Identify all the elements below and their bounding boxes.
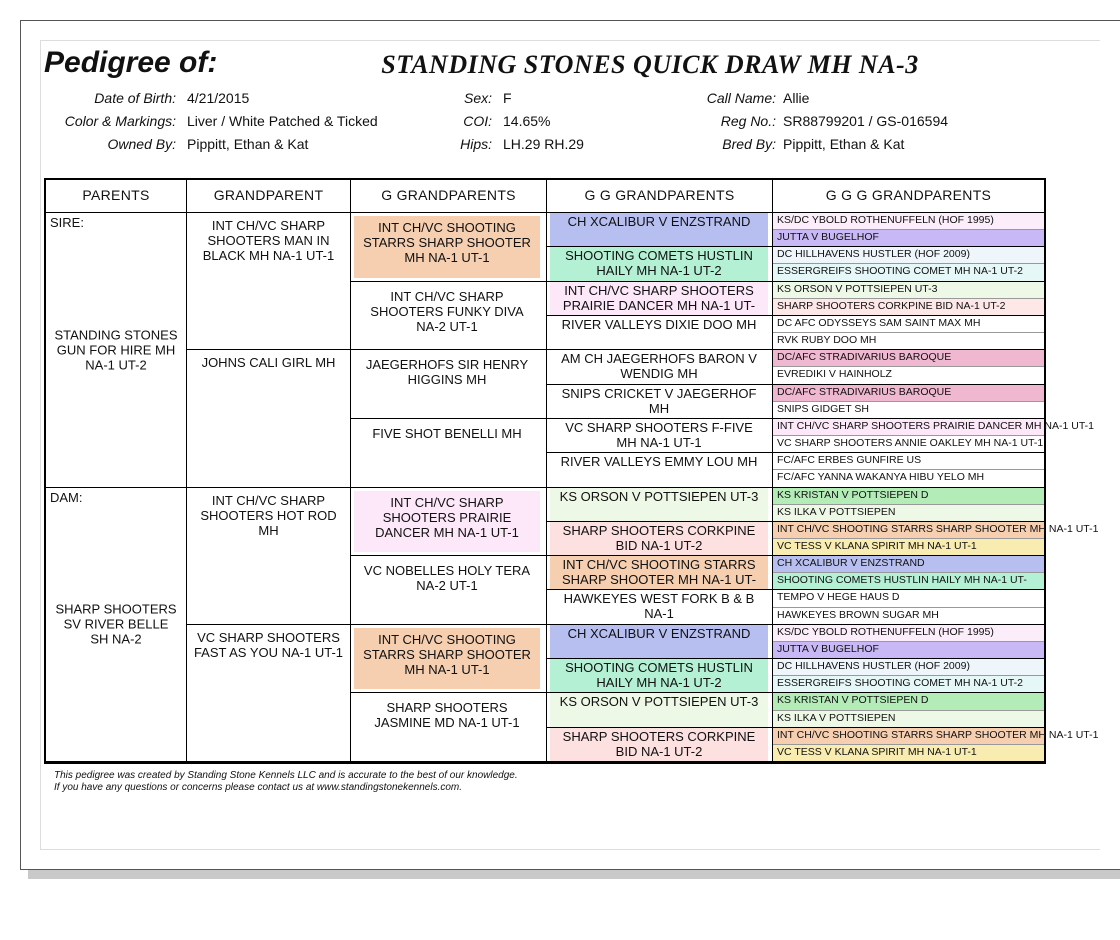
ggg-grandparent-cell xyxy=(773,659,1044,676)
g-grandparent-highlight xyxy=(354,628,540,690)
sex-value: F xyxy=(503,90,512,106)
reg-value: SR88799201 / GS-016594 xyxy=(783,113,949,129)
grandparent-name: INT CH/VC SHARP SHOOTERS HOT ROD MH xyxy=(200,492,337,538)
parent-name: SHARP SHOOTERS SV RIVER BELLE SH NA-2 xyxy=(55,601,177,647)
parent-name: STANDING STONES GUN FOR HIRE MH NA-1 UT-2 xyxy=(54,327,178,373)
color-value: Liver / White Patched & Ticked xyxy=(187,113,378,129)
ggg-grandparent-cell xyxy=(773,728,1099,745)
ggg-grandparent-name: KS KRISTAN V POTTSIEPEN D xyxy=(777,694,929,707)
ggg-grandparent-name: SNIPS GIDGET SH xyxy=(777,402,869,415)
gg-grandparent-name: CH XCALIBUR V ENZSTRAND xyxy=(567,625,751,641)
ggg-grandparent-cell xyxy=(773,230,1044,247)
gg-grandparent-name: INT CH/VC SHOOTING STARRS SHARP SHOOTER MH NA-1 UT- xyxy=(561,557,757,588)
g-grandparent-name: INT CH/VC SHARP SHOOTERS PRAIRIE DANCER MH NA-1 UT-1 xyxy=(375,494,519,540)
ggg-grandparent-cell xyxy=(773,608,1044,625)
g-grandparent-cell xyxy=(351,282,547,351)
column-header-grandparent: GRANDPARENT xyxy=(187,180,351,213)
gg-grandparent-highlight xyxy=(550,385,768,418)
gg-grandparent-highlight xyxy=(550,316,768,349)
ggg-grandparent-cell xyxy=(773,488,1044,505)
ggg-grandparent-name: FC/AFC YANNA WAKANYA HIBU YELO MH xyxy=(777,471,985,484)
ggg-grandparent-cell xyxy=(773,453,1044,470)
g-grandparent-name: JAEGERHOFS SIR HENRY HIGGINS MH xyxy=(365,357,529,388)
ggg-grandparent-name: SHOOTING COMETS HUSTLIN HAILY MH NA-1 UT- xyxy=(777,574,1027,587)
gg-grandparent-name: KS ORSON V POTTSIEPEN UT-3 xyxy=(559,694,759,710)
sex-label: Sex: xyxy=(463,90,492,106)
call-name-label: Call Name: xyxy=(706,90,776,106)
g-grandparent-name: VC NOBELLES HOLY TERA NA-2 UT-1 xyxy=(363,563,531,594)
ggg-grandparent-cell xyxy=(773,385,1044,402)
ggg-grandparent-cell xyxy=(773,316,1044,333)
ggg-grandparent-cell xyxy=(773,436,1044,453)
color-label: Color & Markings: xyxy=(64,113,176,129)
pedigree-title-label: Pedigree of: xyxy=(44,46,218,79)
bred-label: Bred By: xyxy=(722,136,776,152)
ggg-grandparent-name: JUTTA V BUGELHOF xyxy=(777,642,879,655)
g-grandparent-cell xyxy=(351,350,547,419)
call-name-value: Allie xyxy=(783,90,810,106)
gg-grandparent-cell xyxy=(547,385,773,419)
ggg-grandparent-cell xyxy=(773,573,1044,590)
dam-cell xyxy=(46,488,187,763)
gg-grandparent-cell xyxy=(547,728,773,762)
ggg-grandparent-name: TEMPO V HEGE HAUS D xyxy=(777,591,900,604)
gg-grandparent-highlight xyxy=(550,556,768,589)
g-grandparent-highlight xyxy=(354,353,540,415)
gg-grandparent-cell xyxy=(547,522,773,556)
g-grandparent-name: INT CH/VC SHOOTING STARRS SHARP SHOOTER MH NA-1 UT-1 xyxy=(363,631,531,677)
gg-grandparent-name: RIVER VALLEYS EMMY LOU MH xyxy=(560,454,758,470)
gg-grandparent-highlight xyxy=(550,625,768,658)
ggg-grandparent-name: KS KRISTAN V POTTSIEPEN D xyxy=(777,488,929,501)
gg-grandparent-cell xyxy=(547,693,773,727)
gg-grandparent-cell xyxy=(547,419,773,453)
grandparent-name: JOHNS CALI GIRL MH xyxy=(201,355,336,371)
grandparent-cell xyxy=(187,350,351,487)
footer-line-1: This pedigree was created by Standing Stone Kennels LLC and is accurate to the best of our knowledge. xyxy=(54,770,518,781)
gg-grandparent-cell xyxy=(547,350,773,384)
gg-grandparent-highlight xyxy=(550,590,768,623)
ggg-grandparent-name: DC HILLHAVENS HUSTLER (HOF 2009) xyxy=(777,248,970,261)
gg-grandparent-name: INT CH/VC SHARP SHOOTERS PRAIRIE DANCER MH NA-1 UT- xyxy=(562,282,756,313)
grandparent-cell xyxy=(187,488,351,625)
ggg-grandparent-cell xyxy=(773,556,1044,573)
g-grandparent-name: SHARP SHOOTERS JASMINE MD NA-1 UT-1 xyxy=(374,700,520,731)
g-grandparent-highlight xyxy=(354,559,540,621)
gg-grandparent-name: AM CH JAEGERHOFS BARON V WENDIG MH xyxy=(561,351,757,382)
g-grandparent-cell xyxy=(351,693,547,762)
ggg-grandparent-cell xyxy=(773,419,1094,436)
grandparent-name: INT CH/VC SHARP SHOOTERS MAN IN BLACK MH NA-1 UT-1 xyxy=(202,218,335,263)
gg-grandparent-highlight xyxy=(550,522,768,555)
sire-cell xyxy=(46,213,187,488)
gg-grandparent-highlight xyxy=(550,247,768,280)
ggg-grandparent-name: RVK RUBY DOO MH xyxy=(777,334,877,347)
dam-label: DAM: xyxy=(50,489,83,505)
ggg-grandparent-name: ESSERGREIFS SHOOTING COMET MH NA-1 UT-2 xyxy=(777,265,1024,278)
owned-label: Owned By: xyxy=(107,136,176,152)
hips-value: LH.29 RH.29 xyxy=(503,136,584,152)
ggg-grandparent-cell xyxy=(773,676,1044,693)
ggg-grandparent-name: VC TESS V KLANA SPIRIT MH NA-1 UT-1 xyxy=(777,539,977,552)
gg-grandparent-name: KS ORSON V POTTSIEPEN UT-3 xyxy=(559,488,759,504)
ggg-grandparent-name: INT CH/VC SHOOTING STARRS SHARP SHOOTER MH NA-1 UT-1 xyxy=(777,728,1099,741)
ggg-grandparent-name: KS ILKA V POTTSIEPEN xyxy=(777,711,896,724)
ggg-grandparent-name: DC/AFC STRADIVARIUS BAROQUE xyxy=(777,351,952,364)
gg-grandparent-name: SNIPS CRICKET V JAEGERHOF MH xyxy=(561,385,757,416)
g-grandparent-cell xyxy=(351,488,547,557)
gg-grandparent-highlight xyxy=(550,659,768,692)
gg-grandparent-highlight xyxy=(550,728,768,761)
ggg-grandparent-name: KS/DC YBOLD ROTHENUFFELN (HOF 1995) xyxy=(777,625,994,638)
ggg-grandparent-cell xyxy=(773,711,1044,728)
gg-grandparent-name: SHARP SHOOTERS CORKPINE BID NA-1 UT-2 xyxy=(562,522,756,553)
ggg-grandparent-name: CH XCALIBUR V ENZSTRAND xyxy=(777,557,925,570)
bred-value: Pippitt, Ethan & Kat xyxy=(783,136,905,152)
g-grandparent-highlight xyxy=(354,491,540,553)
ggg-grandparent-name: VC TESS V KLANA SPIRIT MH NA-1 UT-1 xyxy=(777,745,977,758)
ggg-grandparent-name: SHARP SHOOTERS CORKPINE BID NA-1 UT-2 xyxy=(777,299,1006,312)
column-header-ggg-grandparents: G G G GRANDPARENTS xyxy=(773,180,1044,213)
g-grandparent-highlight xyxy=(354,696,540,758)
column-header-parents: PARENTS xyxy=(46,180,187,213)
gg-grandparent-cell xyxy=(547,625,773,659)
ggg-grandparent-name: KS ILKA V POTTSIEPEN xyxy=(777,505,896,518)
gg-grandparent-name: SHOOTING COMETS HUSTLIN HAILY MH NA-1 UT-2 xyxy=(565,660,753,691)
gg-grandparent-cell xyxy=(547,488,773,522)
gg-grandparent-highlight xyxy=(550,419,768,452)
gg-grandparent-cell xyxy=(547,659,773,693)
g-grandparent-highlight xyxy=(354,422,540,484)
g-grandparent-name: FIVE SHOT BENELLI MH xyxy=(372,425,522,441)
gg-grandparent-highlight xyxy=(550,350,768,383)
grandparent-name: VC SHARP SHOOTERS FAST AS YOU NA-1 UT-1 xyxy=(193,629,344,660)
ggg-grandparent-name: DC AFC ODYSSEYS SAM SAINT MAX MH xyxy=(777,316,981,329)
column-header-g-grandparents: G GRANDPARENTS xyxy=(351,180,547,213)
g-grandparent-highlight xyxy=(354,216,540,278)
ggg-grandparent-name: HAWKEYES BROWN SUGAR MH xyxy=(777,608,939,621)
gg-grandparent-cell xyxy=(547,590,773,624)
ggg-grandparent-name: KS/DC YBOLD ROTHENUFFELN (HOF 1995) xyxy=(777,214,994,226)
gg-grandparent-highlight xyxy=(550,488,768,521)
ggg-grandparent-name: DC/AFC STRADIVARIUS BAROQUE xyxy=(777,385,952,398)
g-grandparent-name: INT CH/VC SHOOTING STARRS SHARP SHOOTER MH NA-1 UT-1 xyxy=(363,220,531,265)
gg-grandparent-cell xyxy=(547,247,773,281)
ggg-grandparent-cell xyxy=(773,333,1044,350)
ggg-grandparent-cell xyxy=(773,745,1044,762)
dob-value: 4/21/2015 xyxy=(187,90,250,106)
g-grandparent-cell xyxy=(351,625,547,694)
ggg-grandparent-cell xyxy=(773,264,1044,281)
ggg-grandparent-name: INT CH/VC SHOOTING STARRS SHARP SHOOTER MH NA-1 UT-1 xyxy=(777,522,1099,535)
hips-label: Hips: xyxy=(460,136,492,152)
gg-grandparent-cell xyxy=(547,556,773,590)
gg-grandparent-name: CH XCALIBUR V ENZSTRAND xyxy=(567,214,751,229)
gg-grandparent-cell xyxy=(547,316,773,350)
sire-label: SIRE: xyxy=(50,215,84,230)
ggg-grandparent-cell xyxy=(773,505,1044,522)
ggg-grandparent-cell xyxy=(773,539,1044,556)
coi-value: 14.65% xyxy=(503,113,551,129)
ggg-grandparent-name: ESSERGREIFS SHOOTING COMET MH NA-1 UT-2 xyxy=(777,677,1024,690)
owned-value: Pippitt, Ethan & Kat xyxy=(187,136,309,152)
ggg-grandparent-cell xyxy=(773,470,1044,487)
g-grandparent-cell xyxy=(351,556,547,625)
g-grandparent-cell xyxy=(351,419,547,488)
ggg-grandparent-cell xyxy=(773,590,1044,607)
dog-name: STANDING STONES QUICK DRAW MH NA-3 xyxy=(381,50,919,79)
footer-note xyxy=(54,770,518,794)
page-shadow xyxy=(28,870,1120,879)
ggg-grandparent-cell xyxy=(773,642,1044,659)
ggg-grandparent-name: JUTTA V BUGELHOF xyxy=(777,231,879,244)
dob-label: Date of Birth: xyxy=(94,90,176,106)
g-grandparent-highlight xyxy=(354,285,540,347)
g-grandparent-name: INT CH/VC SHARP SHOOTERS FUNKY DIVA NA-2 UT-1 xyxy=(370,288,524,334)
gg-grandparent-highlight xyxy=(550,453,768,486)
ggg-grandparent-cell xyxy=(773,282,1044,299)
ggg-grandparent-name: FC/AFC ERBES GUNFIRE US xyxy=(777,454,922,467)
ggg-grandparent-cell xyxy=(773,625,1044,642)
gg-grandparent-cell xyxy=(547,282,773,316)
gg-grandparent-cell xyxy=(547,453,773,487)
grandparent-cell xyxy=(187,625,351,762)
ggg-grandparent-name: EVREDIKI V HAINHOLZ xyxy=(777,368,892,381)
ggg-grandparent-cell xyxy=(773,522,1099,539)
pedigree-table xyxy=(44,178,1099,764)
grandparent-cell xyxy=(187,213,351,350)
footer-line-2: If you have any questions or concerns please contact us at www.standingstonekennels.com. xyxy=(54,782,463,793)
ggg-grandparent-cell xyxy=(773,247,1044,264)
ggg-grandparent-name: INT CH/VC SHARP SHOOTERS PRAIRIE DANCER MH NA-1 UT-1 xyxy=(777,419,1094,432)
ggg-grandparent-name: DC HILLHAVENS HUSTLER (HOF 2009) xyxy=(777,660,970,673)
gg-grandparent-highlight xyxy=(550,282,768,315)
ggg-grandparent-cell xyxy=(773,402,1044,419)
ggg-grandparent-cell xyxy=(773,213,1044,230)
gg-grandparent-cell xyxy=(547,213,773,247)
gg-grandparent-name: VC SHARP SHOOTERS F-FIVE MH NA-1 UT-1 xyxy=(565,419,753,450)
ggg-grandparent-name: VC SHARP SHOOTERS ANNIE OAKLEY MH NA-1 UT-1 xyxy=(777,437,1044,450)
gg-grandparent-name: RIVER VALLEYS DIXIE DOO MH xyxy=(561,316,757,332)
ggg-grandparent-cell xyxy=(773,693,1044,710)
ggg-grandparent-cell xyxy=(773,367,1044,384)
column-header-gg-grandparents: G G GRANDPARENTS xyxy=(547,180,773,213)
gg-grandparent-name: SHARP SHOOTERS CORKPINE BID NA-1 UT-2 xyxy=(562,728,756,759)
gg-grandparent-highlight xyxy=(550,693,768,726)
coi-label: COI: xyxy=(463,113,492,129)
gg-grandparent-name: HAWKEYES WEST FORK B & B NA-1 xyxy=(563,591,755,622)
ggg-grandparent-cell xyxy=(773,350,1044,367)
g-grandparent-cell xyxy=(351,213,547,282)
gg-grandparent-name: SHOOTING COMETS HUSTLIN HAILY MH NA-1 UT-2 xyxy=(565,248,753,279)
ggg-grandparent-name: KS ORSON V POTTSIEPEN UT-3 xyxy=(777,282,938,295)
ggg-grandparent-cell xyxy=(773,299,1044,316)
gg-grandparent-highlight xyxy=(550,213,768,246)
reg-label: Reg No.: xyxy=(720,113,776,129)
